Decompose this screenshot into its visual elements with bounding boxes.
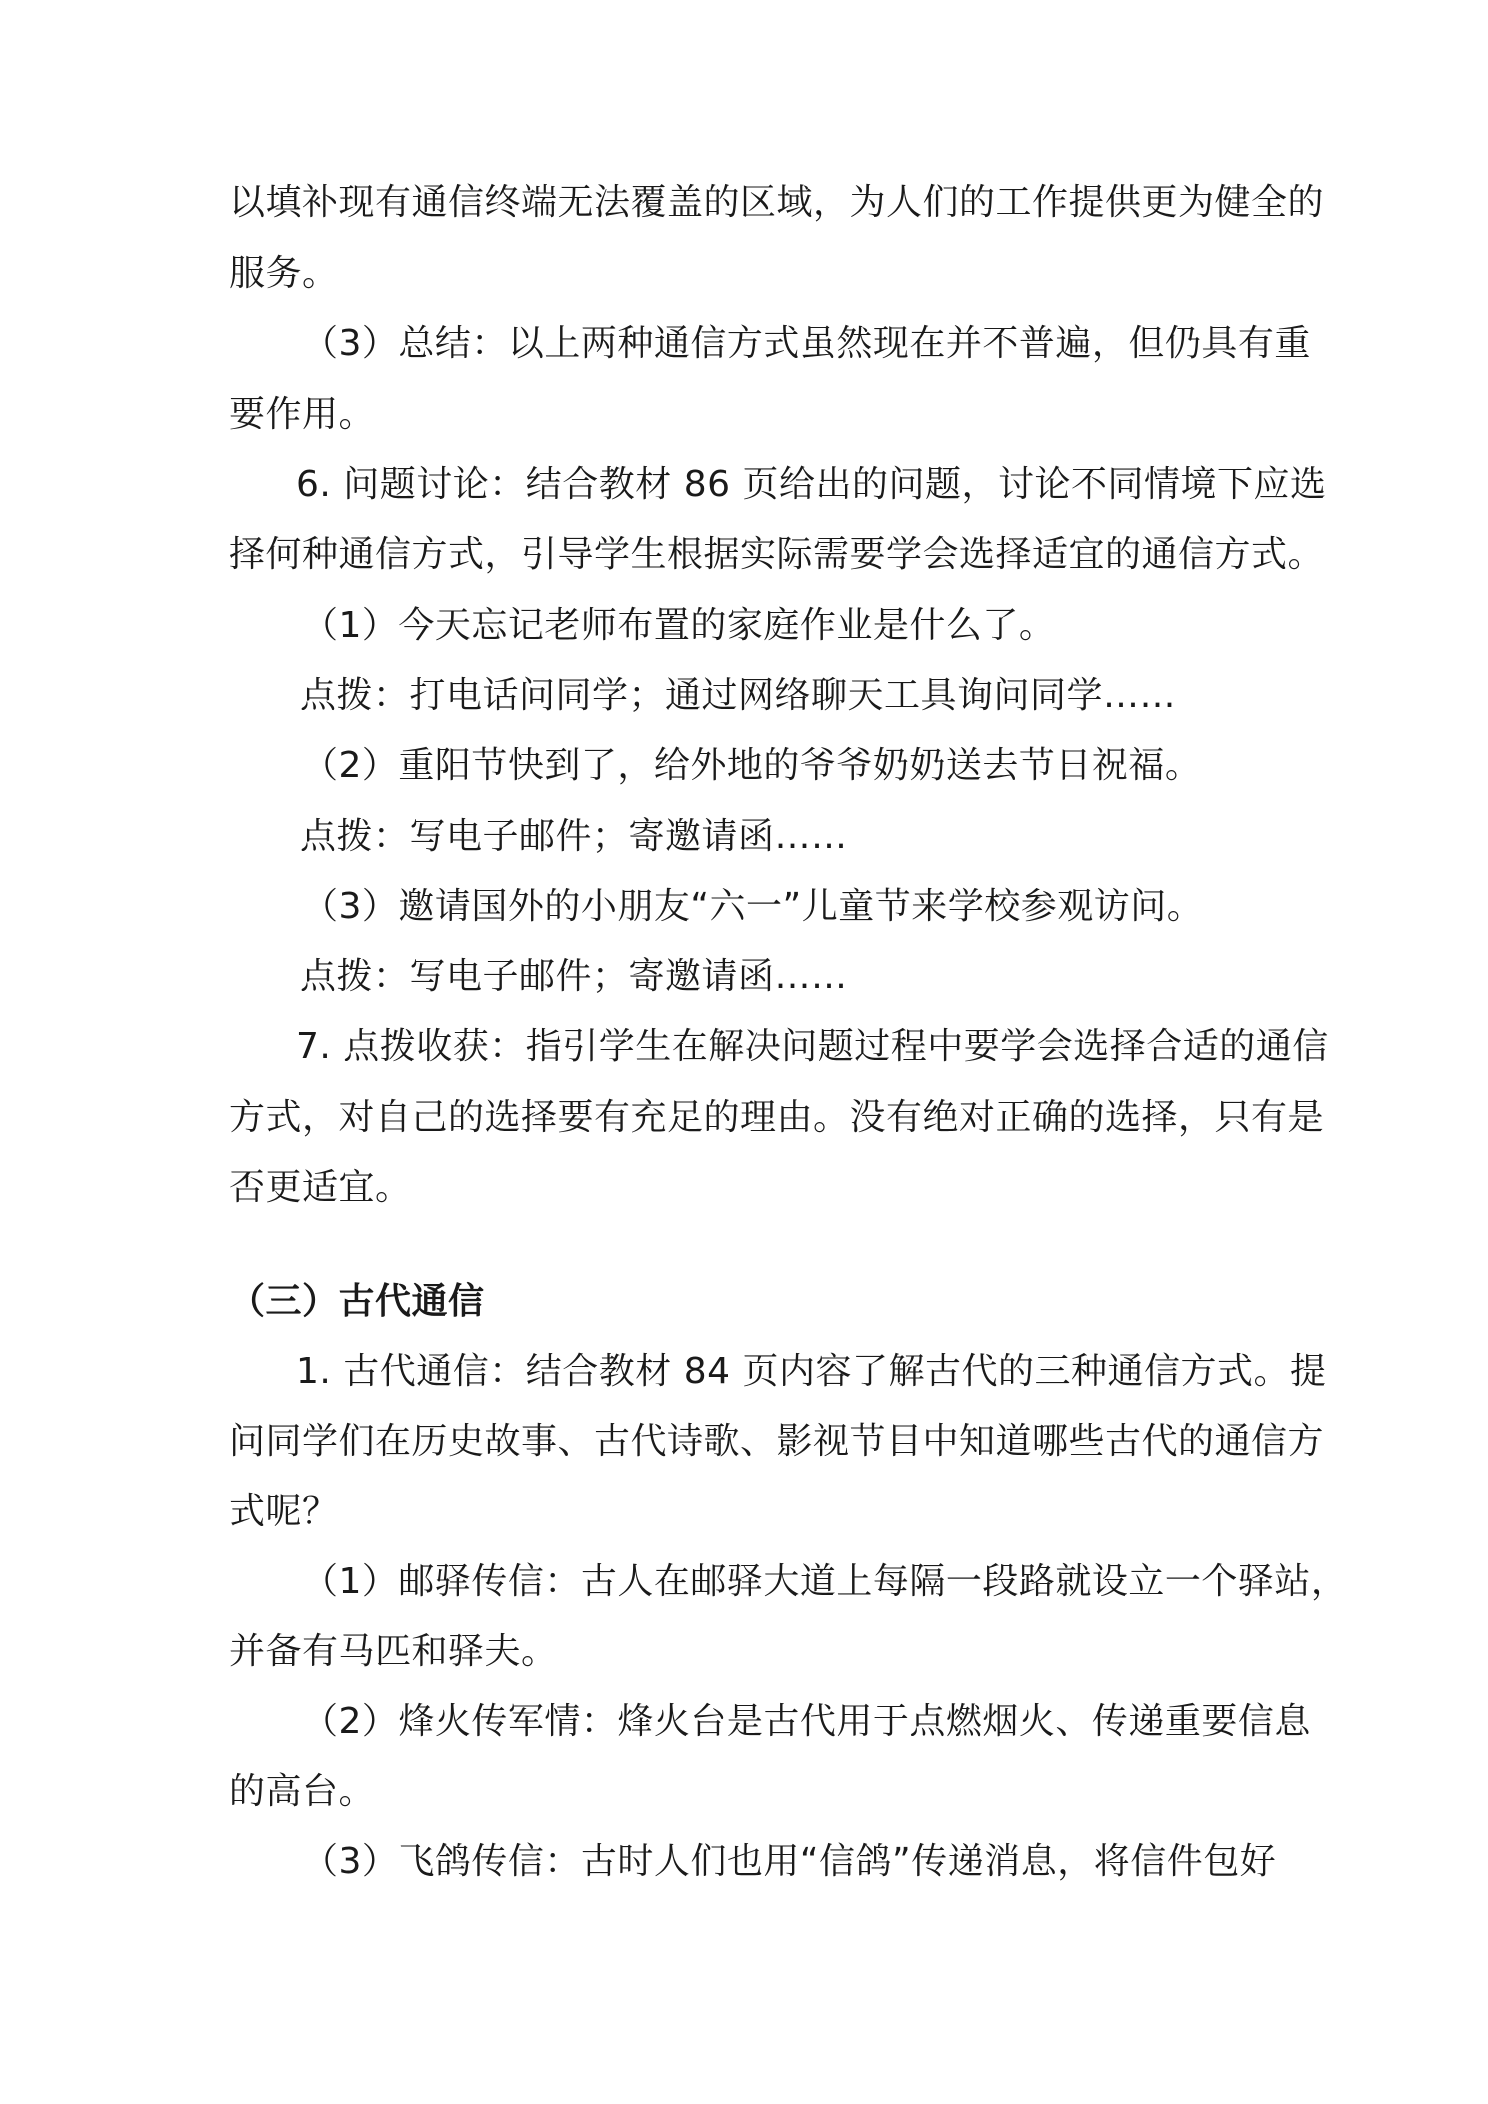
paragraph-line: 6. 问题讨论：结合教材 86 页给出的问题，讨论不同情境下应选 — [296, 464, 1327, 505]
paragraph-line: 的高台。 — [229, 1771, 376, 1812]
paragraph-line: 要作用。 — [229, 394, 376, 435]
paragraph-line: 点拨：写电子邮件；寄邀请函…… — [300, 816, 848, 857]
paragraph-line: 以填补现有通信终端无法覆盖的区域，为人们的工作提供更为健全的 — [229, 182, 1325, 223]
paragraph-line: 并备有马匹和驿夫。 — [229, 1631, 558, 1672]
paragraph-line: 点拨：打电话问同学；通过网络聊天工具询问同学…… — [300, 675, 1177, 716]
paragraph-line: （3）飞鸽传信：古时人们也用“信鸽”传递消息，将信件包好 — [302, 1841, 1277, 1882]
paragraph-line: （1）今天忘记老师布置的家庭作业是什么了。 — [302, 605, 1056, 646]
paragraph-line: 择何种通信方式，引导学生根据实际需要学会选择适宜的通信方式。 — [229, 534, 1325, 575]
paragraph-line: 方式，对自己的选择要有充足的理由。没有绝对正确的选择，只有是 — [229, 1097, 1325, 1138]
paragraph-line: 式呢？ — [229, 1491, 339, 1532]
paragraph-line: 7. 点拨收获：指引学生在解决问题过程中要学会选择合适的通信 — [296, 1026, 1329, 1067]
paragraph-line: 问同学们在历史故事、古代诗歌、影视节目中知道哪些古代的通信方 — [229, 1421, 1325, 1462]
paragraph-line: 服务。 — [229, 253, 339, 294]
paragraph-line: （1）邮驿传信：古人在邮驿大道上每隔一段路就设立一个驿站， — [302, 1561, 1348, 1602]
paragraph-line: （2）烽火传军情：烽火台是古代用于点燃烟火、传递重要信息 — [302, 1701, 1311, 1742]
section-heading: （三）古代通信 — [229, 1281, 485, 1322]
paragraph-line: （3）总结：以上两种通信方式虽然现在并不普遍，但仍具有重 — [302, 323, 1311, 364]
paragraph-line: 1. 古代通信：结合教材 84 页内容了解古代的三种通信方式。提 — [296, 1351, 1327, 1392]
paragraph-line: （3）邀请国外的小朋友“六一”儿童节来学校参观访问。 — [302, 886, 1204, 927]
paragraph-line: 否更适宜。 — [229, 1167, 412, 1208]
paragraph-line: （2）重阳节快到了，给外地的爷爷奶奶送去节日祝福。 — [302, 745, 1202, 786]
paragraph-line: 点拨：写电子邮件；寄邀请函…… — [300, 956, 848, 997]
